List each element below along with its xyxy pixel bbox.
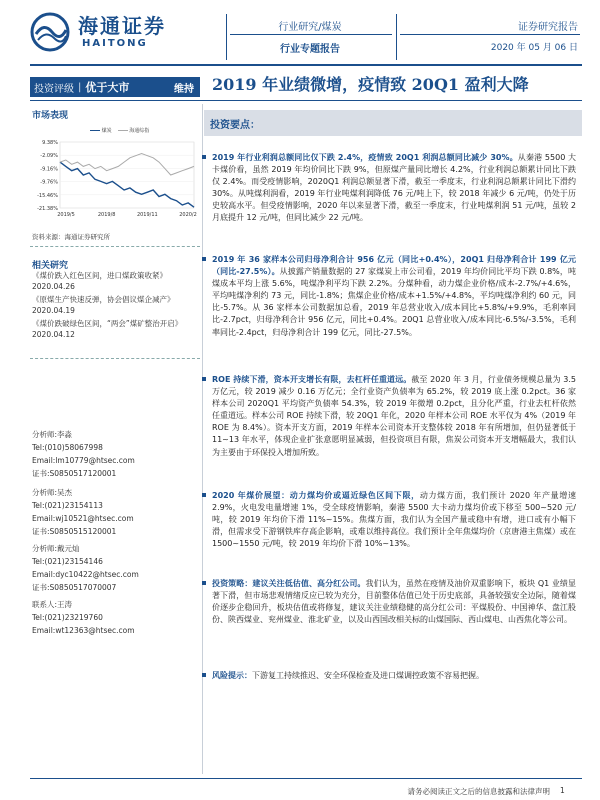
paragraph-body: 下游复工持续推迟、安全环保检查及进口煤调控政策不容易把握。 (252, 671, 484, 680)
market-heading: 市场表现 (32, 111, 69, 121)
x-tick-label: 2019/8 (97, 212, 116, 218)
paragraph-3 (212, 374, 576, 459)
legend-index-swatch (118, 130, 128, 131)
analyst-cert: 证书:S0850517070007 (32, 583, 117, 592)
x-tick-label: 2020/2 (179, 212, 197, 218)
analyst-tel: Tel:(010)58067998 (32, 443, 103, 452)
analyst-block-2 (32, 486, 134, 538)
x-tick-label: 2019/11 (136, 212, 158, 218)
header-center-rule (230, 34, 392, 35)
paragraph-lead: 2019 年 36 家样本公司归母净利合计 956 亿元（同比+0.4%），20Q1 归母净利合计 199 亿元（同比-27.5%）。 (212, 255, 576, 277)
bullet-icon (202, 673, 206, 677)
paragraph-4 (212, 490, 576, 550)
paragraph-1 (212, 152, 576, 225)
report-right-title: 证券研究报告 (518, 22, 578, 33)
paragraph-lead: 投资策略：建议关注低估值、高分红公司。 (212, 579, 366, 588)
bullet-icon (202, 257, 206, 261)
page-title: 2019 年业绩微增，疫情致 20Q1 盈利大降 (212, 75, 529, 94)
y-tick-label: -15.46% (37, 192, 58, 199)
analyst-tel: Tel:(021)23154146 (32, 557, 103, 566)
paragraph-body: 动力煤方面，我们预计 2020 年产量增速 2.9%，火电发电量增速 1%，受全球疫情影响，秦港 5500 大卡动力煤均价或下移至 500~520 元/吨，较 2019 年均价下滑 11%~15%。焦煤方面，我们认为全国产量或稳中有增，进口或有小幅下滑，但需求受下游钢铁库存高企影响，或难以维持高位。我们预计全年焦煤均价（京唐港主焦煤）或在 1500~1550 元/吨，较 2019 年均价下滑 10%~13%。 (212, 491, 576, 549)
report-type: 行业专题报告 (280, 44, 340, 55)
analyst-block-3 (32, 542, 139, 594)
legend-coal (90, 127, 112, 134)
header-right-rule (400, 34, 580, 35)
footer-disclaimer: 请务必阅读正文之后的信息披露和法律声明 (407, 787, 550, 796)
rating-status: 维持 (174, 83, 194, 95)
paragraph-lead: 2019 年行业利润总额同比仅下跌 2.4%，疫情致 20Q1 利润总额同比减少 30%。 (212, 153, 518, 162)
related-title: 《煤价跌破绿色区间，“两会”煤矿整治开启》 (32, 319, 183, 328)
chart-source: 资料来源：海通证券研究所 (32, 233, 110, 241)
chart-legend (90, 127, 149, 134)
contact-email[interactable]: Email:wt12363@htsec.com (32, 626, 135, 635)
key-points-heading: 投资要点： (210, 120, 260, 131)
analyst-email[interactable]: Email:lm10779@htsec.com (32, 456, 135, 465)
paragraph-body: 我们认为，虽然在疫情及油价双重影响下，板块 Q1 业绩显著下滑，但市场悲观情绪反应已较为充分，目前整体估值已处于历史底部，具备较强安全边际，随着煤价逐步企稳回升，板块估值或将修复，建议关注业绩稳健的高分红公司：平煤股份、中国神华、盘江股份、陕西煤业、兖州煤业、淮北矿业，以及山西国改相关标的山煤国际、西山煤电、山西焦化等公司。 (212, 579, 576, 625)
y-tick-label: -21.38% (37, 206, 58, 212)
bullet-icon (202, 155, 206, 159)
analyst-block-1 (32, 428, 135, 480)
chart-plot-frame (60, 142, 194, 208)
y-tick-label: -9.76% (40, 179, 58, 186)
related-divider (30, 358, 200, 359)
list-item[interactable] (32, 270, 204, 292)
title-rule (30, 100, 582, 101)
contact-block (32, 598, 135, 637)
header-divider-right (396, 14, 397, 60)
y-tick-label: 9.38% (42, 140, 58, 146)
related-list (32, 270, 204, 340)
rating-label: 投资评级 (34, 83, 74, 95)
y-tick-label: -2.09% (40, 153, 58, 160)
report-date: 2020 年 05 月 06 日 (490, 43, 578, 53)
footer-rule (30, 778, 582, 779)
analyst-cert: 证书:S0850515120001 (32, 527, 117, 536)
page-number: 1 (560, 786, 565, 795)
related-title: 《煤价跌入红色区间，进口煤政策收紧》 (32, 271, 167, 280)
list-item[interactable] (32, 318, 204, 340)
paragraph-body: 截至 2020 年 3 月，行业债务规模总量为 3.5 万亿元，较 2019 减少 0.16 万亿元；全行业资产负债率为 65.2%，较 2019 底上涨 0.2pct。36 家样本公司 2020Q1 平均资产负债率 54.3%，较 2019 年微增 0.2pct，且分化严重，行业去杠杆依然任重道远。样本公司 ROE 持续下滑，较 20Q1 年化，2020 年样本公司 ROE 水平仅为 4%（2019 年 ROE 为 8.4%）。资本开支方面，2019 年样本公司资本开支整体较 2018 年有所增加，但仍显著低于 11~13 年水平，体现企业扩张意愿明显减弱，但投资项目有限，焦炭公司资本开支增幅最大，我们认为主要由于环保投入增加所致。 (212, 375, 576, 457)
analyst-name: 分析师:李淼 (32, 430, 73, 439)
market-chart (30, 134, 200, 226)
legend-coal-swatch (90, 130, 100, 131)
x-tick-label: 2019/5 (57, 212, 75, 218)
logo-text-cn: 海通证券 (78, 14, 166, 38)
related-title: 《原煤生产快速反弹，协会倡议煤企减产》 (32, 295, 175, 304)
analyst-tel: Tel:(021)23154113 (32, 501, 103, 510)
report-category: 行业研究/煤炭 (278, 22, 342, 33)
paragraph-5 (212, 578, 576, 626)
rating-value: 优于大市 (85, 81, 130, 94)
bullet-icon (202, 493, 206, 497)
y-tick-label: -9.16% (40, 166, 58, 173)
legend-index-label: 海通综指 (129, 128, 150, 134)
analyst-email[interactable]: Email:wj10521@htsec.com (32, 514, 134, 523)
related-date: 2020.04.19 (32, 306, 75, 315)
investment-rating (30, 77, 200, 97)
list-item[interactable] (32, 294, 204, 316)
haitong-logo-icon (30, 12, 74, 54)
series-line-coal (60, 162, 194, 207)
contact-name: 联系人:王涛 (32, 600, 73, 609)
paragraph-2 (212, 254, 576, 339)
paragraph-body: 从秦港 5500 大卡煤价看，虽然 2019 年均价同比下跌 9%，但原煤产量同比增长 4.2%，行业利润总额累计同比下跌仅 2.4%。而受疫情影响，2020Q1 利润总额显著下滑，截至一季度末，行业利润总额累计同比下滑约 30%。从吨煤利润看，2019 年行业吨煤利润降低 76 元/吨上下，较 2018 年减少 6 元/吨，仍处于历史较高水平。但受疫情影响，2020 年以来显著下滑，截至一季度末，行业吨煤利润 51 元/吨，虽较 2 月底提升 12 元/吨，但同比减少 22 元/吨。 (212, 153, 576, 223)
paragraph-lead: 2020 年煤价展望：动力煤均价或逼近绿色区间下限， (212, 491, 420, 500)
contact-tel: Tel:(021)23219760 (32, 613, 103, 622)
rating-sep: | (78, 81, 82, 93)
paragraph-body: 从披露产销量数据的 27 家煤炭上市公司看，2019 年均价同比平均下跌 0.8%，吨煤成本平均上涨 5.6%，吨煤净利平均下跌 2.2%。分煤种看，动力煤企业价格/成本-2.7%/+4.6%，平均吨煤净利约 73 元，同比-1.8%；焦煤企业价格/成本+1.5%/+4.8%，平均吨煤净利约 60 元，同比-5.7%。从 36 家样本公司数据加总看，2019 年总营业收入/成本同比+5.8%/+9.9%，毛利率同比-2.7pct，归母净利合计 956 亿元，同比+0.4%。20Q1 总营业收入/成本同比-6.5%/-3.5%，毛利率同比-2.4pct，归母净利合计 199 亿元，同比-27.5%。 (212, 267, 576, 337)
related-date: 2020.04.26 (32, 282, 75, 291)
analyst-cert: 证书:S0850517120001 (32, 469, 117, 478)
paragraph-lead: ROE 持续下滑，资本开支增长有限，去杠杆任重道远。 (212, 375, 412, 384)
paragraph-6 (212, 670, 576, 682)
legend-coal-label: 煤炭 (101, 128, 112, 134)
logo-text-en: HAITONG (82, 38, 148, 49)
paragraph-lead: 风险提示： (212, 671, 252, 680)
related-date: 2020.04.12 (32, 330, 75, 339)
chart-divider (30, 246, 200, 247)
analyst-email[interactable]: Email:dyc10422@htsec.com (32, 570, 139, 579)
key-points-bar (204, 110, 582, 136)
bullet-icon (202, 377, 206, 381)
bullet-icon (202, 581, 206, 585)
header-bottom-rule (30, 64, 582, 66)
header-divider-left (226, 14, 227, 60)
legend-index (118, 127, 150, 134)
related-heading: 相关研究 (32, 261, 69, 271)
analyst-name: 分析师:戴元灿 (32, 544, 80, 553)
analyst-name: 分析师:吴杰 (32, 488, 73, 497)
